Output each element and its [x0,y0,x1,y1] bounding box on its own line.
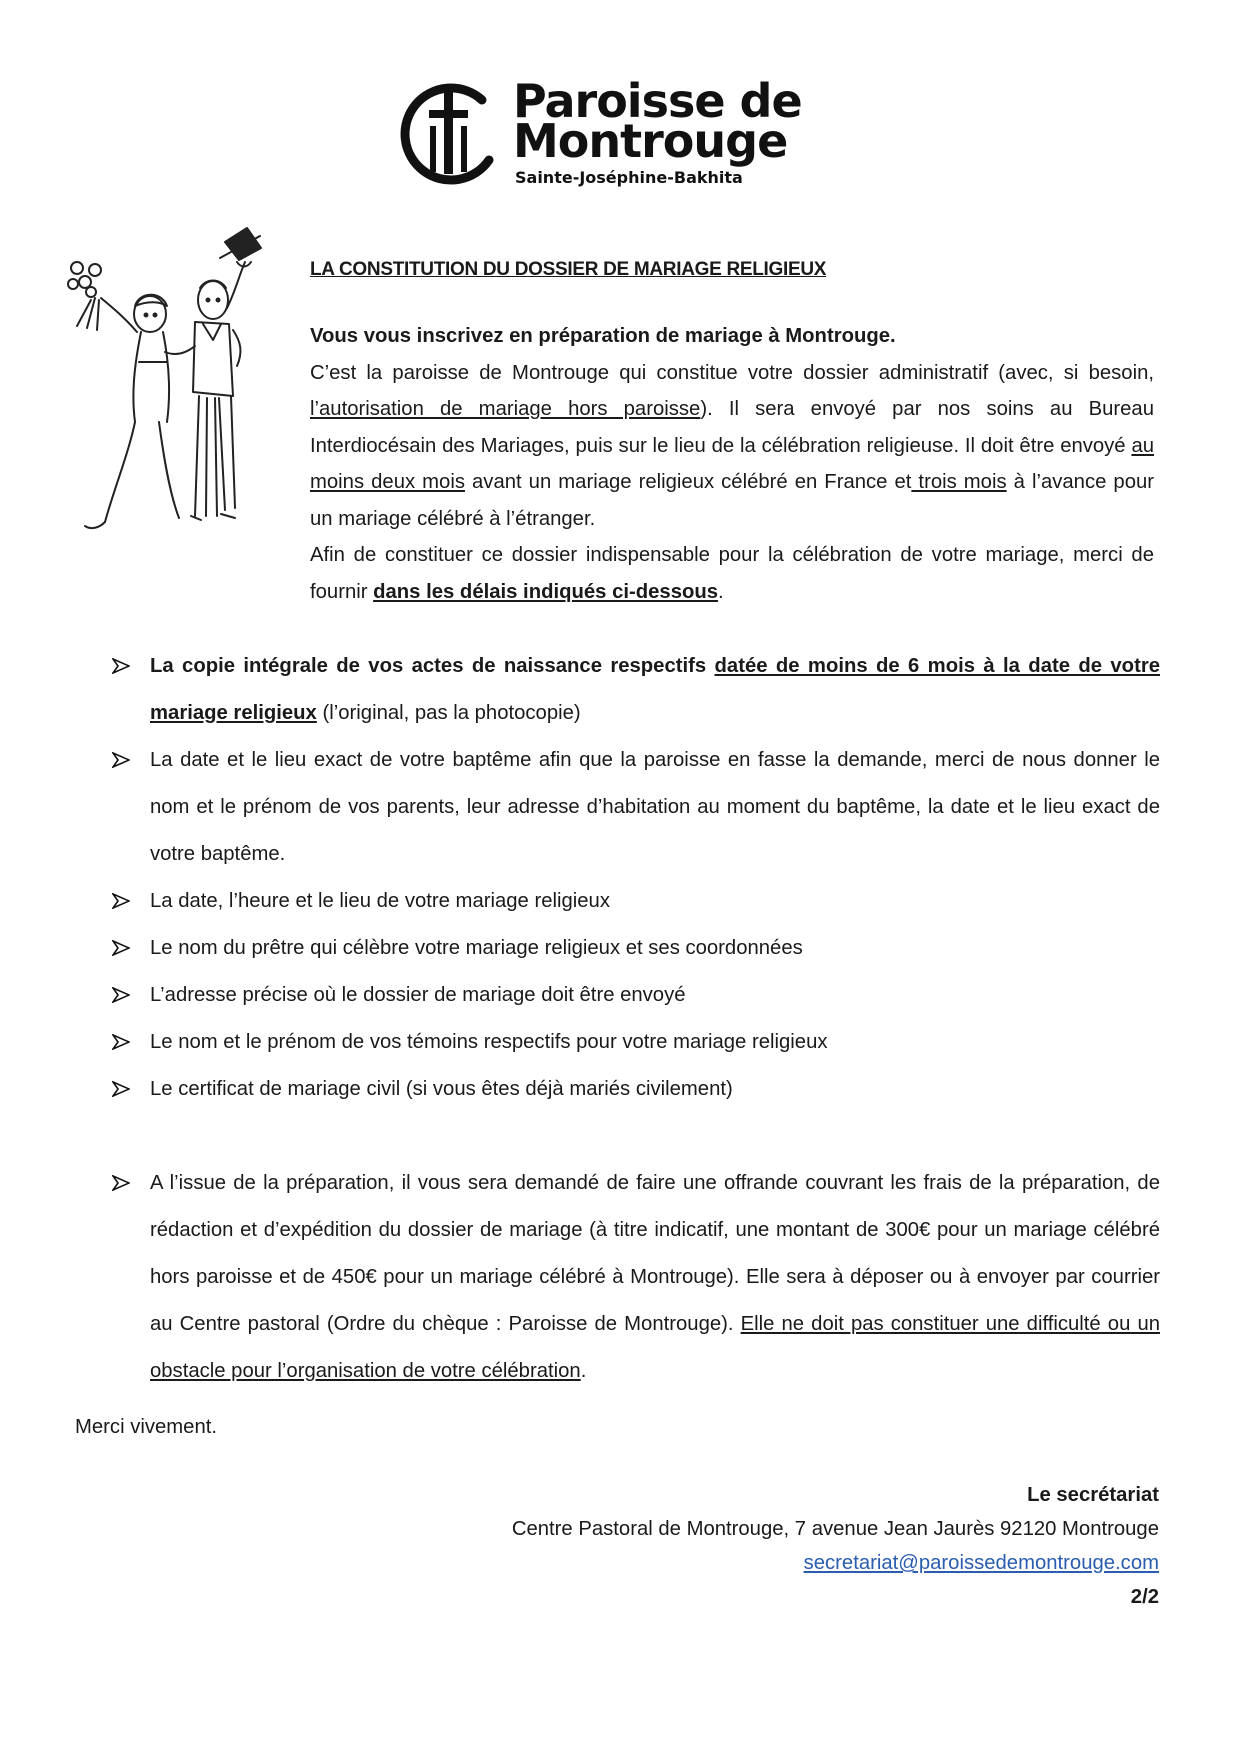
intro-paragraph-1 [310,355,1154,538]
text-run: (l’original, pas la photocopie) [316,702,581,724]
text-run-underlined: au moins deux mois [310,434,1154,493]
arrow-bullet-icon [110,878,134,925]
list-item-text: L’adresse précise où le dossier de mariage doit être envoyé [150,984,686,1006]
wedding-couple-illustration [55,222,285,572]
list-item-text: Le nom du prêtre qui célèbre votre mariage religieux et ses coordonnées [150,937,803,959]
logo-title-line2: Montrouge [513,114,788,168]
list-item [110,737,1160,878]
page-number: 2/2 [1130,1586,1159,1608]
list-item [110,878,1160,925]
list-item [110,925,1160,972]
closing-thanks: Merci vivement. [75,1416,217,1438]
intro-paragraph-2 [310,537,1154,610]
intro-lead: Vous vous inscrivez en préparation de mariage à Montrouge. [310,325,896,347]
list-item [110,643,1160,737]
text-run: . [718,580,724,603]
signature-block [359,1478,1159,1614]
list-item [110,1066,1160,1113]
text-run-bold: La copie intégrale de vos actes de naissance respectifs [150,655,715,677]
parish-logo [397,74,847,190]
list-item-text: Le certificat de mariage civil (si vous êtes déjà mariés civilement) [150,1078,733,1100]
cross-circle-icon [397,80,507,190]
signature-address: Centre Pastoral de Montrouge, 7 avenue Jean Jaurès 92120 Montrouge [511,1518,1159,1540]
text-run: ). Il sera envoyé par nos soins au Bureau Interdiocésain des Mariages, puis sur le lieu de la célébration religieuse. Il doit être envoyé [310,398,1154,457]
text-run: à l’avance pour un mariage célébré à l’étranger. [310,471,1155,530]
text-run: Afin de constituer ce dossier indispensable pour la célébration de votre mariage, merci de fournir [310,544,1154,603]
text-run-underlined: Elle ne doit pas constituer une difficulté ou un obstacle pour l’organisation de votre célébration [150,1313,1161,1382]
text-run: A l’issue de la préparation, il vous sera demandé de faire une offrande couvrant les frais de la préparation, de rédaction et d’expédition du dossier de mariage (à titre indicatif, une montant de 300€ pour un mariage célébré hors paroisse et de 450€ pour un mariage célébré à Montrouge). Elle sera à déposer ou à envoyer par courrier au Centre pastoral (Ordre du chèque : Paroisse de Montrouge). [150,1172,1160,1335]
text-run: C’est la paroisse de Montrouge qui constitue votre dossier administratif (avec, si besoin, [310,361,1154,384]
text-run: avant un mariage religieux célébré en France et [464,471,912,493]
text-run: . [580,1360,587,1382]
document-heading: LA CONSTITUTION DU DOSSIER DE MARIAGE RELIGIEUX [310,259,827,280]
list-spacer [110,1113,1160,1160]
arrow-bullet-icon [110,925,134,972]
arrow-bullet-icon [110,1019,134,1066]
list-item-text: Le nom et le prénom de vos témoins respectifs pour votre mariage religieux [150,1031,828,1053]
text-run-bold-underlined: datée de moins de 6 mois à la date de votre mariage religieux [150,655,1160,724]
list-item-text: La date et le lieu exact de votre baptême afin que la paroisse en fasse la demande, merci de nous donner le nom et le prénom de vos parents, leur adresse d’habitation au moment du baptême, la date et le lieu exact de votre baptême. [150,749,1160,865]
text-run-underlined: l’autorisation de mariage hors paroisse [310,398,701,420]
arrow-bullet-icon [110,972,134,1019]
list-item-text: La date, l’heure et le lieu de votre mariage religieux [150,890,610,912]
intro-section [310,318,1154,610]
list-item [110,1160,1160,1395]
arrow-bullet-icon [110,1066,134,1113]
logo-subtitle: Sainte-Joséphine-Bakhita [515,168,743,187]
logo-title-line1: Paroisse de [513,74,802,128]
arrow-bullet-icon [110,1160,134,1207]
list-item [110,1019,1160,1066]
requirements-list [110,643,1160,1395]
text-run-bold-underlined: dans les délais indiqués ci-dessous [373,580,719,603]
text-run-underlined: trois mois [911,471,1007,493]
email-link[interactable]: secretariat@paroissedemontrouge.com [803,1552,1159,1574]
arrow-bullet-icon [110,643,134,690]
arrow-bullet-icon [110,737,134,784]
signature-title: Le secrétariat [1027,1484,1159,1506]
list-item [110,972,1160,1019]
